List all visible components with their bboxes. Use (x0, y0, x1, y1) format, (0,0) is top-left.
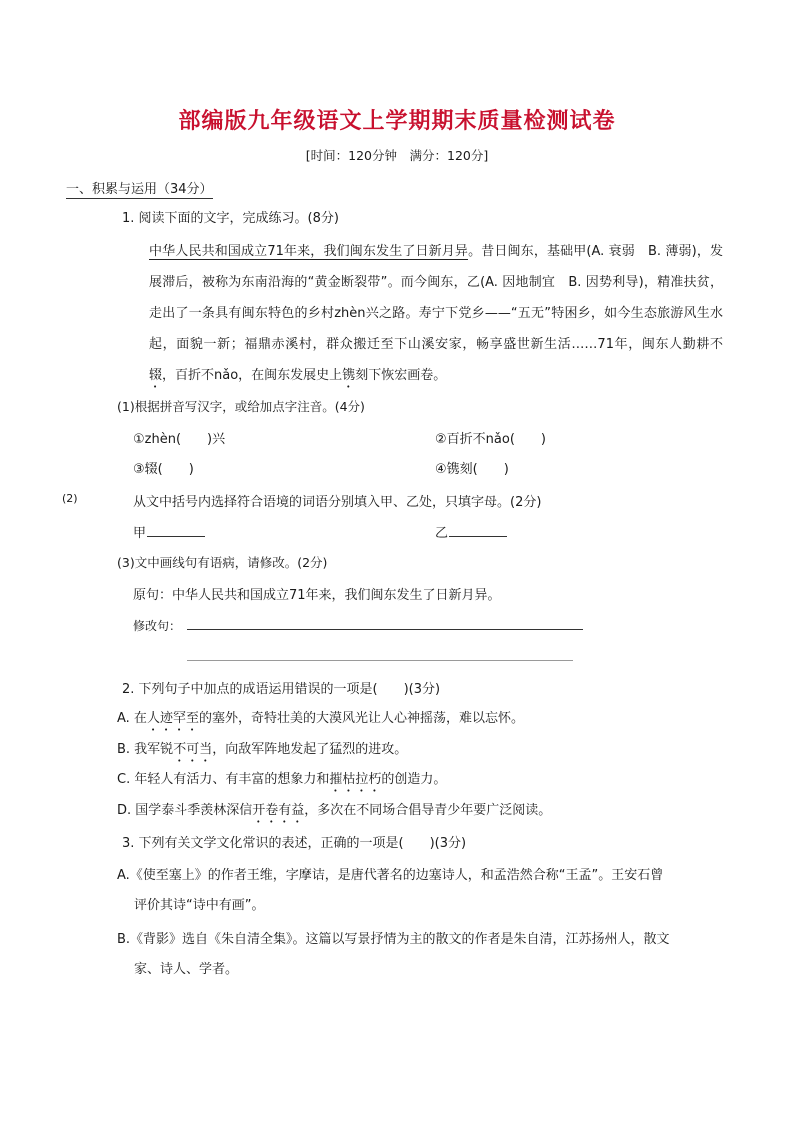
question-3-stem: 3. 下列有关文学文化常识的表述，正确的一项是( )(3分) (122, 836, 467, 851)
answer-yi-blank[interactable] (449, 536, 507, 537)
revised-sentence-label: 修改句： (133, 619, 182, 633)
q3-option-b-line-2: 家、诗人、学者。 (134, 962, 239, 977)
original-sentence: 原句：中华人民共和国成立71年来，我们闽东发生了日新月异。 (133, 588, 501, 603)
q2-c-text-2: 的创造力。 (381, 772, 447, 787)
q2-a-idiom: 人迹罕至 (146, 711, 199, 726)
q3-option-a-line-2: 评价其诗“诗中有画”。 (134, 898, 265, 913)
page-title: 部编版九年级语文上学期期末质量检测试卷 (178, 109, 616, 134)
sub-question-1-label: (1)根据拼音写汉字，或给加点字注音。(4分) (117, 399, 365, 414)
q2-a-text: A. 在 (117, 711, 147, 726)
section-heading: 一、积累与运用（34分） (66, 178, 213, 199)
q3-option-a-line-1: A.《使至塞上》的作者王维，字摩诘，是唐代著名的边塞诗人，和孟浩然合称“王孟”。王安石曾 (117, 868, 664, 883)
passage-text-1: 。昔日闽东，基础甲(A. 衰弱 B. 薄弱)，发展滞后，被称为东南沿海的“黄金断裂带”。而今闽东，乙(A. 因地制宜 B. 因势利导)，精准扶贫，走出了一条具有闽东特色的乡村zhèn兴之路。寿宁下党乡——“五无”特困乡，如今生态旅游风生水起，面貌一新；福鼎赤溪村，群众搬迁至下山溪安家，畅享盛世新生活……71年，闽东人勤耕不 (149, 244, 723, 352)
sub1-item-a: ①zhèn( )兴 (133, 432, 226, 447)
question-1-stem: 1. 阅读下面的文字，完成练习。(8分) (122, 211, 339, 226)
q2-d-text: D. 国学泰斗季羡林深信 (117, 803, 253, 818)
answer-jia-label: 甲 (133, 526, 147, 541)
sub1-item-d: ④镌刻( ) (435, 462, 509, 477)
q2-option-b (117, 738, 407, 765)
sub1-item-b: ②百折不nǎo( ) (435, 432, 546, 447)
q2-option-a (117, 707, 524, 734)
passage-text-2: ，百折不nǎo，在闽东发展史上 (162, 368, 343, 383)
q3-option-b-line-1: B.《背影》选自《朱自清全集》。这篇以写景抒情为主的散文的作者是朱自清，江苏扬州人，散文 (117, 932, 670, 947)
q2-b-text: B. 我军锐 (117, 742, 174, 757)
revised-sentence-line-2[interactable] (187, 660, 573, 661)
q2-d-text-2: ，多次在不同场合倡导青少年要广泛阅读。 (304, 803, 552, 818)
q2-b-text-2: ，向敌军阵地发起了猛烈的进攻。 (212, 742, 408, 757)
answer-jia-blank[interactable] (147, 536, 205, 537)
sub-question-2-label: 从文中括号内选择符合语境的词语分别填入甲、乙处，只填字母。(2分) (133, 495, 542, 510)
passage-text-3: 刻下恢宏画卷。 (355, 368, 447, 383)
q2-a-text-2: 的塞外，奇特壮美的大漠风光让人心神摇荡，难以忘怀。 (198, 711, 524, 726)
revised-sentence-line-1[interactable] (187, 629, 583, 630)
q2-c-idiom: 摧枯拉朽 (329, 772, 382, 787)
sub-question-3-label: (3)文中画线句有语病，请修改。(2分) (117, 555, 328, 570)
dotted-char-1: 辍 (149, 368, 163, 383)
q2-d-idiom: 开卷有益 (252, 803, 305, 818)
question-2-stem: 2. 下列句子中加点的成语运用错误的一项是( )(3分) (122, 682, 441, 697)
exam-info: [时间：120分钟 满分：120分] (305, 148, 489, 163)
q2-option-d (117, 799, 551, 826)
q2-c-text: C. 年轻人有活力、有丰富的想象力和 (117, 772, 330, 787)
reading-passage (149, 236, 723, 391)
sub-question-2-number: (2) (62, 492, 78, 505)
dotted-char-2: 镌 (342, 368, 356, 383)
sub1-item-c: ③辍( ) (133, 462, 194, 477)
q2-b-idiom: 不可当 (173, 742, 213, 757)
q2-option-c (117, 768, 446, 795)
answer-yi-label: 乙 (435, 526, 449, 541)
underlined-sentence: 中华人民共和国成立71年来，我们闽东发生了日新月异 (149, 244, 469, 259)
